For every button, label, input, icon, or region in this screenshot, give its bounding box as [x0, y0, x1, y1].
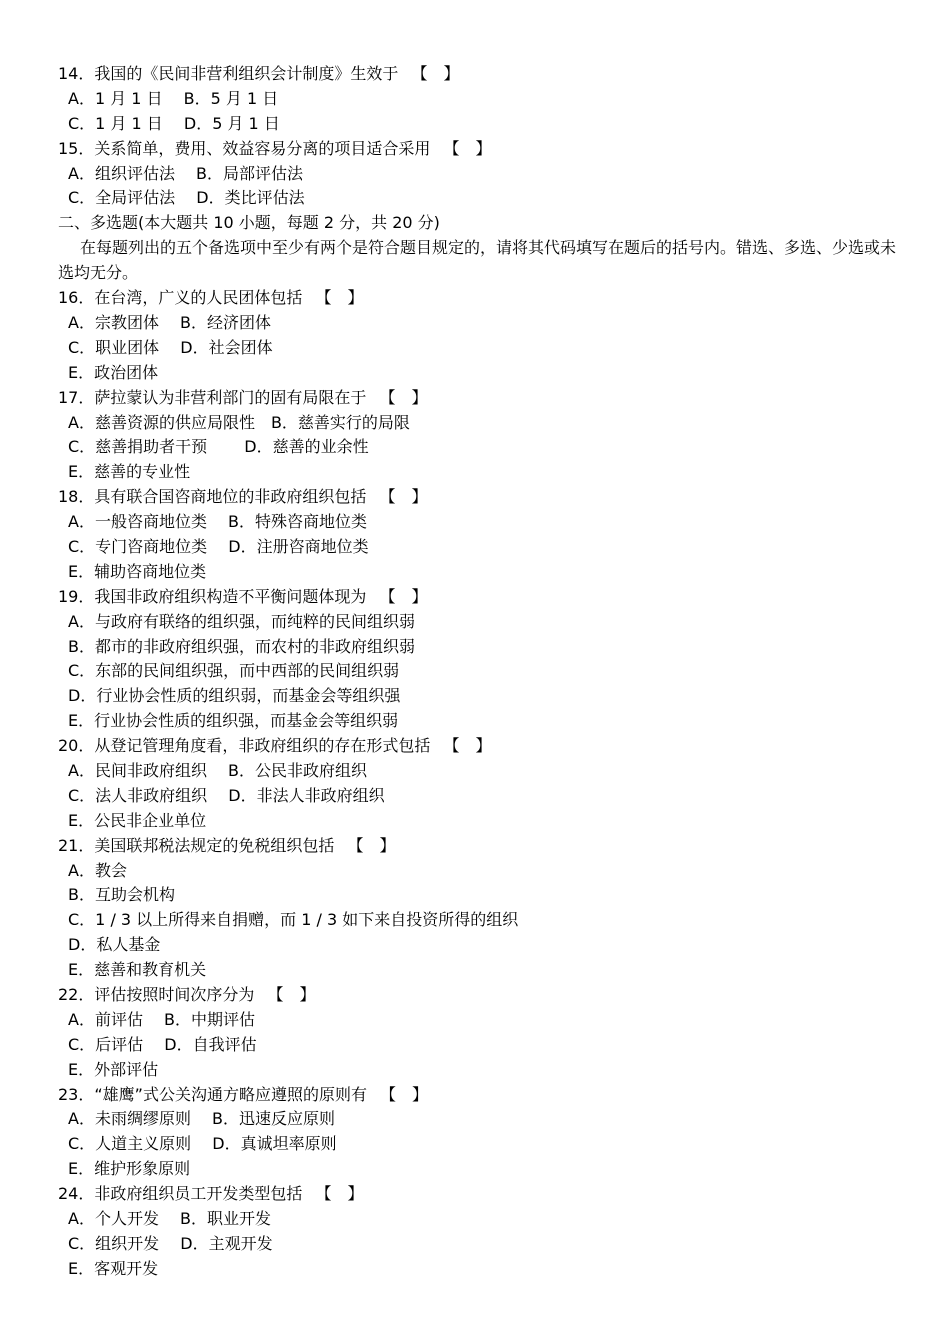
options-14-cd: C．1 月 1 日 D．5 月 1 日	[68, 113, 280, 133]
question-20: 20．从登记管理角度看，非政府组织的存在形式包括 【 】	[58, 736, 492, 756]
options-16-e: E．政治团体	[68, 362, 159, 382]
options-24-ab: A．个人开发 B．职业开发	[68, 1209, 272, 1228]
question-23: 23．“雄鹰”式公关沟通方略应遵照的原则有 【 】	[58, 1084, 429, 1104]
options-18-ab: A．一般咨商地位类 B．特殊咨商地位类	[68, 512, 368, 532]
options-14-ab: A．1 月 1 日 B．5 月 1 日	[68, 88, 279, 108]
option-21-c: C．1 / 3 以上所得来自捐赠，而 1 / 3 如下来自投资所得的组织	[68, 910, 519, 930]
option-21-e: E．慈善和教育机关	[68, 960, 207, 980]
options-20-cd: C．法人非政府组织 D．非法人非政府组织	[68, 785, 385, 805]
options-23-e: E．维护形象原则	[68, 1159, 191, 1179]
options-22-e: E．外部评估	[68, 1059, 159, 1079]
options-24-e: E．客观开发	[68, 1258, 159, 1278]
options-15-ab: A．组织评估法 B．局部评估法	[68, 163, 304, 183]
options-20-ab: A．民间非政府组织 B．公民非政府组织	[68, 760, 368, 780]
options-23-ab: A．未雨绸缪原则 B．迅速反应原则	[68, 1109, 336, 1129]
option-21-a: A．教会	[68, 860, 127, 880]
options-15-cd: C．全局评估法 D．类比评估法	[68, 188, 305, 208]
option-19-b: B．都市的非政府组织强，而农村的非政府组织弱	[68, 636, 415, 656]
option-19-a: A．与政府有联络的组织强，而纯粹的民间组织弱	[68, 611, 415, 631]
options-16-ab: A．宗教团体 B．经济团体	[68, 312, 272, 332]
options-22-ab: A．前评估 B．中期评估	[68, 1009, 256, 1029]
options-18-e: E．辅助咨商地位类	[68, 561, 207, 581]
exam-page	[58, 62, 918, 1282]
options-20-e: E．公民非企业单位	[68, 810, 207, 830]
option-21-d: D．私人基金	[68, 935, 161, 955]
options-23-cd: C．人道主义原则 D．真诚坦率原则	[68, 1134, 337, 1154]
question-24: 24．非政府组织员工开发类型包括 【 】	[58, 1184, 364, 1204]
question-22: 22．评估按照时间次序分为 【 】	[58, 984, 316, 1004]
question-14: 14．我国的《民间非营利组织会计制度》生效于 【 】	[58, 64, 460, 83]
option-19-c: C．东部的民间组织强，而中西部的民间组织弱	[68, 661, 400, 681]
question-16: 16．在台湾，广义的人民团体包括 【 】	[58, 288, 364, 308]
question-17: 17．萨拉蒙认为非营利部门的固有局限在于 【 】	[58, 387, 428, 407]
question-19: 19．我国非政府组织构造不平衡问题体现为 【 】	[58, 586, 428, 606]
question-18: 18．具有联合国咨商地位的非政府组织包括 【 】	[58, 487, 428, 507]
question-21: 21．美国联邦税法规定的免税组织包括 【 】	[58, 835, 396, 855]
option-19-d: D．行业协会性质的组织弱，而基金会等组织强	[68, 686, 401, 706]
section-instructions: 在每题列出的五个备选项中至少有两个是符合题目规定的，请将其代码填写在题后的括号内。错选、多选、少选或未选均无分。	[58, 238, 897, 283]
options-22-cd: C．后评估 D．自我评估	[68, 1034, 257, 1054]
options-17-ab: A．慈善资源的供应局限性 B．慈善实行的局限	[68, 412, 410, 432]
option-19-e: E．行业协会性质的组织强，而基金会等组织弱	[68, 711, 399, 731]
option-21-b: B．互助会机构	[68, 885, 175, 905]
options-17-e: E．慈善的专业性	[68, 462, 191, 482]
options-24-cd: C．组织开发 D．主观开发	[68, 1233, 273, 1253]
options-17-cd: C．慈善捐助者干预 D．慈善的业余性	[68, 437, 369, 457]
question-15: 15．关系简单，费用、效益容易分离的项目适合采用 【 】	[58, 138, 492, 158]
options-16-cd: C．职业团体 D．社会团体	[68, 337, 273, 357]
section-heading-multiple-choice: 二、多选题(本大题共 10 小题，每题 2 分，共 20 分)	[58, 213, 440, 233]
options-18-cd: C．专门咨商地位类 D．注册咨商地位类	[68, 536, 369, 556]
